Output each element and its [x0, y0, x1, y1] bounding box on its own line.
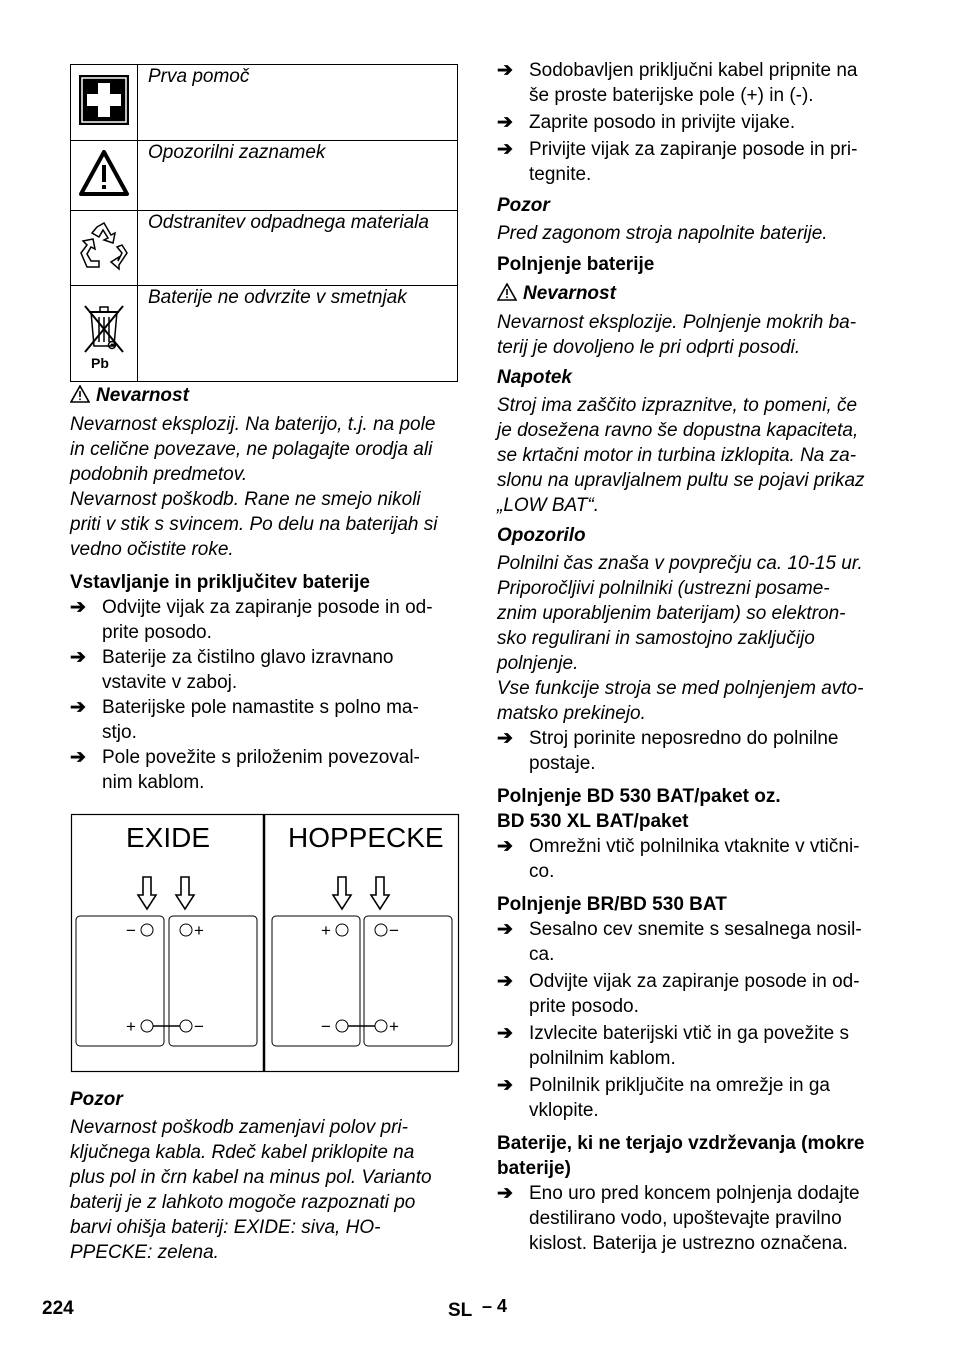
danger-text: vedno očistite roke. — [70, 539, 234, 560]
caution-text: ključnega kabla. Rdeč kabel priklopite na — [70, 1142, 415, 1163]
symbol-label: Opozorilni zaznamek — [138, 141, 458, 211]
arrow-icon: ➔ — [70, 647, 86, 668]
svg-text:−: − — [321, 1017, 331, 1036]
danger-text: podobnih predmetov. — [70, 464, 248, 485]
note-heading: Napotek — [497, 367, 572, 388]
left-danger-block — [70, 383, 462, 795]
crossed-bin-icon — [77, 300, 131, 372]
list-item: ➔ Eno uro pred koncem polnjenja dodajte destilirano vodo, upoštevajte pravilno kislost. Baterija je ustrezno označena. — [497, 1183, 860, 1254]
danger-text: in celične povezave, ne polagajte orodja ali — [70, 439, 433, 460]
symbol-cell — [71, 141, 138, 211]
warning-text: matsko prekinejo. — [497, 703, 646, 724]
arrow-icon: ➔ — [70, 597, 86, 618]
note-text: je dosežena ravno še dopustna kapaciteta, — [497, 420, 859, 441]
danger-text: terij je dovoljeno le pri odprti posodi. — [497, 337, 801, 358]
symbol-label: Baterije ne odvrzite v smetnjak — [138, 286, 458, 382]
right-column — [497, 58, 892, 1256]
list-item: ➔ Pole povežite s priloženim povezoval- nim kablom. — [70, 747, 420, 793]
caution-text: Pred zagonom stroja napolnite baterije. — [497, 223, 828, 244]
arrow-icon: ➔ — [497, 112, 513, 133]
warning-triangle-icon — [70, 385, 90, 403]
symbol-table — [70, 64, 458, 382]
arrow-icon: ➔ — [497, 728, 513, 749]
section-number: – 4 — [482, 1296, 508, 1316]
language-code: SL — [448, 1300, 473, 1321]
list-item: ➔ Stroj porinite neposredno do polnilne postaje. — [497, 728, 839, 774]
arrow-icon: ➔ — [497, 836, 513, 857]
note-text: „LOW BAT“. — [497, 495, 600, 516]
brand-exide: EXIDE — [126, 822, 211, 853]
list-item: ➔ Izvlecite baterijski vtič in ga povežite s polnilnim kablom. — [497, 1023, 849, 1069]
svg-text:+: + — [389, 1017, 399, 1036]
warning-text: znim uporabljenim baterijam) so elektron- — [497, 603, 846, 624]
symbol-label: Odstranitev odpadnega materiala — [138, 211, 458, 286]
caution-text: plus pol in črn kabel na minus pol. Varianto — [70, 1167, 432, 1188]
symbol-label: Prva pomoč — [138, 65, 458, 141]
caution-text: PPECKE: zelena. — [70, 1242, 219, 1263]
page-number: 224 — [42, 1298, 74, 1319]
danger-text: Nevarnost eksplozij. Na baterijo, t.j. na pole — [70, 414, 436, 435]
bd-heading: Polnjenje BD 530 BAT/paket oz. — [497, 786, 781, 807]
note-text: slonu na upravljalnem pultu se pojavi prikaz — [497, 470, 865, 491]
list-item: ➔ Baterijske pole namastite s polno ma- stjo. — [70, 697, 419, 743]
danger-text: Nevarnost poškodb. Rane ne smejo nikoli — [70, 489, 421, 510]
left-caution-block — [70, 1087, 462, 1265]
maint-heading: Baterije, ki ne terjajo vzdrževanja (mokre — [497, 1133, 865, 1154]
danger-text: priti v stik s svincem. Po delu na baterijah si — [70, 514, 438, 535]
caution-text: barvi ohišja baterij: EXIDE: siva, HO- — [70, 1217, 381, 1238]
danger-heading: Nevarnost — [497, 281, 892, 306]
recycle-icon — [77, 219, 131, 271]
arrows-left — [138, 877, 194, 909]
list-item: ➔ Omrežni vtič polnilnika vtaknite v vtični- co. — [497, 836, 860, 882]
svg-text:+: + — [321, 921, 331, 940]
arrow-icon: ➔ — [70, 697, 86, 718]
arrow-icon: ➔ — [497, 60, 513, 81]
caution-heading: Pozor — [70, 1089, 123, 1110]
list-item: ➔ Privijte vijak za zapiranje posode in pri- tegnite. — [497, 139, 858, 185]
arrows-right — [333, 877, 389, 909]
arrow-icon: ➔ — [497, 1075, 513, 1096]
danger-heading: Nevarnost — [70, 383, 462, 408]
warning-text: polnjenje. — [497, 653, 579, 674]
symbol-cell — [71, 211, 138, 286]
note-text: Stroj ima zaščito izpraznitve, to pomeni, če — [497, 395, 858, 416]
svg-text:+: + — [194, 921, 204, 940]
list-item: ➔ Odvijte vijak za zapiranje posode in od- prite posodo. — [70, 597, 433, 643]
battery-diagram — [70, 813, 462, 1075]
brbd-heading: Polnjenje BR/BD 530 BAT — [497, 894, 727, 915]
brand-hoppecke: HOPPECKE — [288, 822, 444, 853]
arrow-icon: ➔ — [497, 139, 513, 160]
warning-text: Priporočljivi polnilniki (ustrezni posame- — [497, 578, 830, 599]
maint-heading: baterije) — [497, 1158, 571, 1179]
warning-triangle-icon — [497, 283, 517, 301]
warning-triangle-icon — [78, 149, 130, 197]
caution-text: Nevarnost poškodb zamenjavi polov pri- — [70, 1117, 408, 1138]
list-item: ➔ Sesalno cev snemite s sesalnega nosil- ca. — [497, 919, 862, 965]
svg-text:−: − — [389, 921, 399, 940]
charge-heading: Polnjenje baterije — [497, 254, 655, 275]
list-item: ➔ Zaprite posodo in privijte vijake. — [497, 112, 796, 133]
list-item: ➔ Odvijte vijak za zapiranje posode in od- prite posodo. — [497, 971, 860, 1017]
install-heading: Vstavljanje in priključitev baterije — [70, 572, 370, 593]
symbol-cell — [71, 65, 138, 141]
caution-heading: Pozor — [497, 195, 550, 216]
warning-text: Polnilni čas znaša v povprečju ca. 10-15 ur. — [497, 553, 863, 574]
list-item: ➔ Sodobavljen priključni kabel pripnite na še proste baterijske pole (+) in (-). — [497, 60, 858, 106]
arrow-icon: ➔ — [497, 919, 513, 940]
danger-text: Nevarnost eksplozije. Polnjenje mokrih ba- — [497, 312, 857, 333]
warning-text: sko regulirani in samostojno zaključijo — [497, 628, 815, 649]
svg-text:+: + — [126, 1017, 136, 1036]
symbol-cell — [71, 286, 138, 382]
bd-heading: BD 530 XL BAT/paket — [497, 811, 689, 832]
list-item: ➔ Polnilnik priključite na omrežje in ga vklopite. — [497, 1075, 830, 1121]
warning-heading: Opozorilo — [497, 525, 586, 546]
arrow-icon: ➔ — [70, 747, 86, 768]
warning-text: Vse funkcije stroja se med polnjenjem avto- — [497, 678, 864, 699]
svg-text:−: − — [194, 1017, 204, 1036]
svg-text:−: − — [126, 921, 136, 940]
arrow-icon: ➔ — [497, 971, 513, 992]
first-aid-icon — [78, 74, 130, 126]
svg-text:Pb: Pb — [91, 355, 109, 371]
arrow-icon: ➔ — [497, 1023, 513, 1044]
list-item: ➔ Baterije za čistilno glavo izravnano vstavite v zaboj. — [70, 647, 394, 693]
note-text: se krtačni motor in turbina izklopita. Na za- — [497, 445, 857, 466]
arrow-icon: ➔ — [497, 1183, 513, 1204]
caution-text: baterij je z lahkoto mogoče razpoznati po — [70, 1192, 416, 1213]
